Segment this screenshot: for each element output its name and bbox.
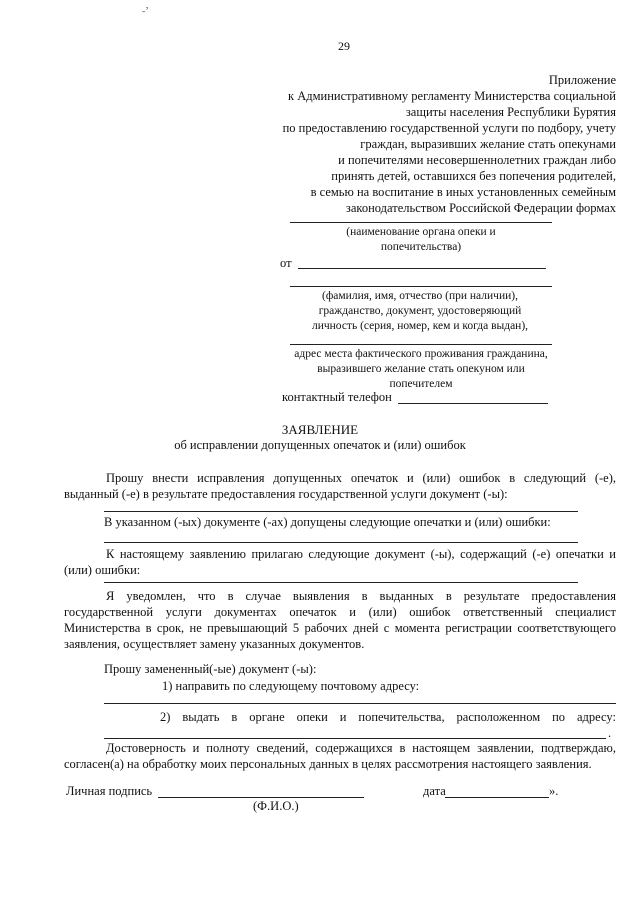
- document-title: ЗАЯВЛЕНИЕ: [281, 422, 359, 437]
- replace-request: Прошу замененный(-ые) документ (-ы):: [104, 662, 317, 676]
- document-field[interactable]: [104, 511, 578, 512]
- from-field[interactable]: [298, 268, 546, 269]
- attached-field[interactable]: [104, 582, 578, 583]
- date-label: дата: [423, 784, 446, 798]
- from-label: от: [280, 256, 292, 270]
- signature-label: Личная подпись: [66, 784, 153, 798]
- person-caption: (фамилия, имя, отчество (при наличии), гражданство, документ, удостоверяющий личность (серия, номер, кем и когда выдан),: [311, 290, 529, 332]
- appendix-line: законодательством Российской Федерации формах: [345, 201, 616, 215]
- option-mail-label: 1) направить по следующему почтовому адресу:: [162, 679, 420, 693]
- option-pickup-label: 2) выдать в органе опеки и попечительства, расположенном по адресу:: [160, 710, 616, 724]
- pickup-address-field[interactable]: [104, 738, 606, 739]
- address-caption: адрес места фактического проживания гражданина, выразившего желание стать опекуном или попечителем: [294, 348, 548, 390]
- appendix-line: к Административному регламенту Министерства социальной: [288, 89, 616, 103]
- appendix-line: Приложение: [548, 73, 616, 87]
- appendix-line: защиты населения Республики Бурятия: [405, 105, 616, 119]
- document-subtitle: об исправлении допущенных опечаток и (или) ошибок: [174, 438, 466, 452]
- notice-paragraph: Я уведомлен, что в случае выявления в выданных в результате предоставления государственной услуги документах опечаток и (или) ошибок ответственный специалист Министерства в срок, не превышающий 5 рабочих дней с момента регистрации соответствующего заявления, осуществляет замену указанных документов.: [64, 589, 616, 651]
- attached-paragraph: К настоящему заявлению прилагаю следующие документ (-ы), содержащий (-е) опечатки и (или) ошибки:: [64, 547, 616, 577]
- errors-paragraph: В указанном (-ых) документе (-ах) допущены следующие опечатки и (или) ошибки:: [104, 515, 551, 529]
- signature-field[interactable]: [158, 797, 364, 798]
- fio-caption: (Ф.И.О.): [253, 799, 299, 813]
- appendix-header: [283, 72, 616, 216]
- address-field[interactable]: [290, 344, 552, 345]
- organ-name-field[interactable]: [290, 222, 552, 223]
- appendix-line: в семью на воспитание в иных установленных семейным: [310, 185, 616, 199]
- scan-mark: ˗’: [142, 6, 149, 17]
- appendix-line: граждан, выразивших желание стать опекунами: [360, 137, 616, 151]
- appendix-line: по предоставлению государственной услуги по подбору, учету: [282, 121, 616, 135]
- pickup-end-dot: .: [608, 726, 612, 740]
- organ-caption: (наименование органа опеки и попечительства): [346, 226, 496, 253]
- person-field[interactable]: [290, 286, 552, 287]
- consent-paragraph: Достоверность и полноту сведений, содержащихся в настоящем заявлении, подтверждаю, согласен(а) на обработку моих персональных данных в целях рассмотрения настоящего заявления.: [64, 741, 616, 771]
- errors-field[interactable]: [104, 542, 578, 543]
- phone-field[interactable]: [398, 403, 548, 404]
- date-end: ».: [549, 784, 559, 798]
- page-number: 29: [338, 39, 350, 53]
- appendix-line: принять детей, оставшихся без попечения родителей,: [331, 169, 616, 183]
- appendix-line: и попечителями несовершеннолетних граждан либо: [338, 153, 616, 167]
- phone-label: контактный телефон: [282, 390, 392, 404]
- date-field[interactable]: [445, 797, 549, 798]
- mail-address-field[interactable]: [104, 703, 616, 704]
- request-paragraph: Прошу внести исправления допущенных опечаток и (или) ошибок в следующий (-е), выданный (-е) в результате предоставления государственной услуги документ (-ы):: [64, 471, 616, 501]
